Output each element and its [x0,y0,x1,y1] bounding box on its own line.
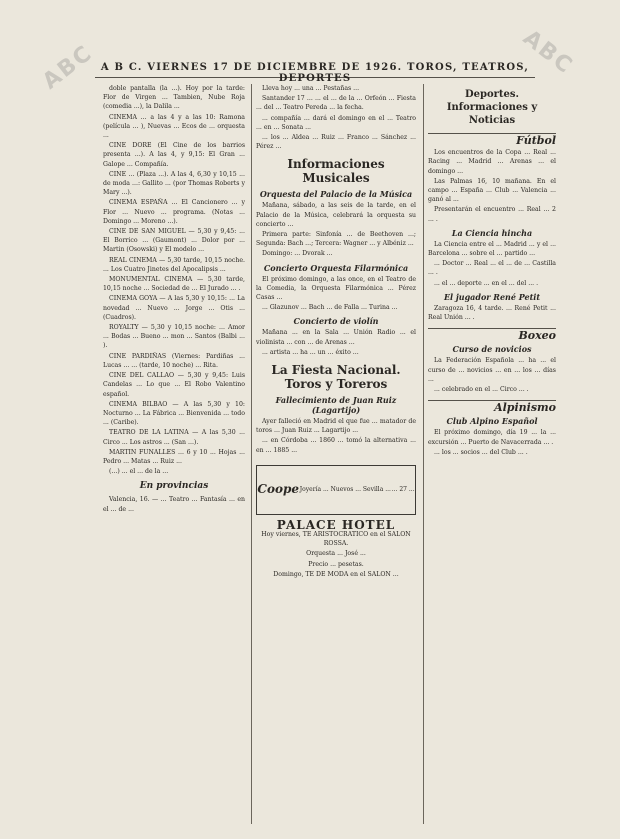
listing-paragraph: CINE PARDIÑAS (Viernes: Pardiñas ... Lucas ... ... (tarde, 10 noche) ... Rita. [103,352,245,369]
column-sports [428,84,556,819]
paragraph: Presentarán el encuentro ... Real ... 2 ... . [428,206,556,223]
paragraph: ... los ... socios ... del Club ... . [434,448,528,456]
column-music-bulls [256,84,416,819]
paragraph: Mañana, sábado, a las seis de la tarde, en el Palacio de la Música, celebrará la orquesta su concierto ... [256,202,416,228]
page-header: A B C. VIERNES 17 DE DICIEMBRE DE 1926. TOROS, TEATROS, DEPORTES [95,62,535,78]
listing-paragraph: CINEMA ... a las 4 y a las 10: Ramona (película ... ), Nuevas ... Ecos de ... orquesta ... [103,113,245,140]
hotel-ad-line: Hoy viernes, TE ARISTOCRATICO en el SALON ROSSA. [261,531,411,548]
article-title-violin: Concierto de violín [293,316,379,327]
paragraph: ... Glazunov ... Bach ... de Falla ... Turina ... [262,304,398,312]
article-title-filarmonica: Concierto Orquesta Filarmónica [263,262,409,273]
listing-paragraph: CINE DE SAN MIGUEL — 5,30 y 9,45: ... El Borrico ... (Gaumont) ... Dolor por ... Martin (Osowski) y El modelo ... [103,228,245,254]
paragraph: ... el ... deporte ... en el ... del ... . [434,279,539,287]
listing-paragraph: REAL CINEMA — 5,30 tarde, 10,15 noche. ... Los Cuatro Jinetes del Apocalipsis ... [103,256,245,273]
subsection-futbol: Fútbol [428,133,556,145]
paragraph: Zaragoza 16, 4 tarde. ... René Petit ... Real Unión ... . [428,304,556,322]
paragraph: Domingo: ... Dvorak ... [262,250,333,258]
paragraph: La Ciencia entre el ... Madrid ... y el ... Barcelona ... sobre el ... partido ... [428,240,556,258]
paragraph: Ayer falleció en Madrid el que fue ... matador de toros ... Juan Ruiz ... Lagartijo ... [256,418,416,435]
paragraph: El próximo domingo, a las once, en el Teatro de la Comedia, la Orquesta Filarmónica ... Pérez Casas ... [256,275,416,302]
article-title-ciencia: La Ciencia hincha [451,227,533,238]
listing-paragraph: MARTIN FUNALLES ... 6 y 10 ... Hojas ... Pedro ... Matas ... Ruiz ... [103,448,245,465]
paragraph: Las Palmas 16, 10 mañana. En el campo ... España ... Club ... Valencia ... ganó al ... [428,177,556,204]
article-title-jugador: El jugador René Petit [443,291,541,302]
ad-brand-logo: Coope [257,482,299,497]
paragraph: La Federación Española ... ha ... el curso de ... novicios ... en ... los ... días ... [428,357,556,383]
listing-paragraph: CINE DORE (El Cine de los barrios presenta ...). A las 4, y 9,15: El Gran ... Galope ... Compañía. [103,142,245,168]
provincias-paragraph: Valencia, 16. — ... Teatro ... Fantasía ... en el ... de ... [103,496,245,513]
paragraph: ... Doctor ... Real ... el ... de ... Castilla ... . [428,260,556,277]
listing-paragraph: CINE DEL CALLAO — 5,30 y 9,45: Luis Candelas ... Lo que ... El Robo Valentino español. [103,372,245,398]
column-rule [423,84,424,824]
article-title-fallecimiento: Fallecimiento de Juan Ruiz (Lagartijo) [275,395,397,416]
section-title-fiesta-nacional: La Fiesta Nacional. Toros y Toreros [271,363,401,392]
paragraph: Los encuentros de la Copa ... Real ... Racing ... Madrid ... Arenas ... el domingo ... [428,149,556,175]
listing-paragraph: MONUMENTAL CINEMA — 5,30 tarde, 10,15 noche ... Sociedad de ... El Jurado ... . [103,276,245,293]
paragraph: Primera parte: Sinfonía ... de Beethoven ...; Segunda: Bach ...; Tercera: Wagner ... y Albéniz ... [256,231,416,248]
listing-paragraph: CINE ... (Plaza ...). A las 4, 6,30 y 10,15 ... de moda ...: Gallito ... (por Thomas Roberts y Mary ...). [103,170,245,197]
listing-paragraph: TEATRO DE LA LATINA — A las 5,30 ... Circo ... Los astros ... (San ...). [103,429,245,446]
listing-paragraph: doble pantalla (la ...). Hoy por la tarde: Flor de Virgen ... Tambien, Nube Roja (comedia ...), la Dalila ... [103,85,245,111]
article-title-curso: Curso de novicios [452,344,532,355]
ad-tag: ... 27 ... [391,486,415,494]
abc-watermark-right: ABC [518,25,578,80]
listing-paragraph: ROYALTY — 5,30 y 10,15 noche: ... Amor ... Bodas ... Bueno ... mon ... Santos (Balbi ... ). [103,324,245,350]
section-title-deportes: Deportes. Informaciones y Noticias [446,89,538,126]
listing-paragraph: CINEMA ESPAÑA ... El Cancionero ... y Flor ... Nuevo ... programa. (Notas ... Domingo ... Moreno ...). [103,199,245,225]
paragraph: Mañana ... en la Sala ... Unión Radio ... el violinista ... con ... de Arenas ... [256,329,416,346]
hotel-ad-line: Orquesta ... José ... [306,550,366,558]
paragraph: ... compañía ... dará el domingo en el ... Teatro ... en ... Sonata ... [256,114,416,131]
hotel-ad-title: PALACE HOTEL [276,517,396,532]
column-cinema-listings [103,84,245,819]
paragraph: ... artista ... ha ... un ... éxito ... [262,348,359,356]
column-rule [251,84,252,824]
ad-text: Joyería ... Nuevos ... Sevilla ... [299,486,391,494]
article-title-club-alpino: Club Alpino Español [446,416,538,427]
paragraph: ... celebrado en el ... Circo ... . [434,386,529,394]
advertisement-box [256,465,416,515]
section-title-provincias: En provincias [139,481,209,492]
paragraph: El próximo domingo, día 19 ... la ... excursión ... Puerto de Navacerrada ... . [428,429,556,446]
article-title-palacio: Orquesta del Palacio de la Música [259,189,413,200]
paragraph: ... en Córdoba ... 1860 ... tomó la alternativa ... en ... 1885 ... [256,437,416,454]
paragraph: Santander 17 ... ... el ... de la ... Orfeón ... Fiesta ... del ... Teatro Pereda ... la fecha. [256,95,416,112]
hotel-ad-line: Precio ... pesetas. [308,560,364,568]
listing-paragraph: CINEMA GOYA — A las 5,30 y 10,15: ... La novedad ... Nuevo ... Jorge ... Otis ... (Cuadros). [103,295,245,321]
intro-paragraph: Lleva hoy ... una ... Pestañas ... [262,85,360,92]
section-title-musicales: Informaciones Musicales [287,157,385,186]
listing-paragraph: (...) ... el ... de la ... [109,468,169,476]
hotel-ad-line: Domingo, TE DE MODA en el SALON ... [273,570,399,578]
abc-watermark-left: ABC [38,40,98,95]
listing-paragraph: CINEMA BILBAO — A las 5,30 y 10: Nocturno ... La Fábrica ... Bienvenida ... todo ... (Caribe). [103,400,245,427]
paragraph: ... los ... Aldea ... Ruiz ... Franco ... Sánchez ... Pérez ... [256,134,416,151]
subsection-alpinismo: Alpinismo [428,400,556,412]
subsection-boxeo: Boxeo [428,328,556,340]
